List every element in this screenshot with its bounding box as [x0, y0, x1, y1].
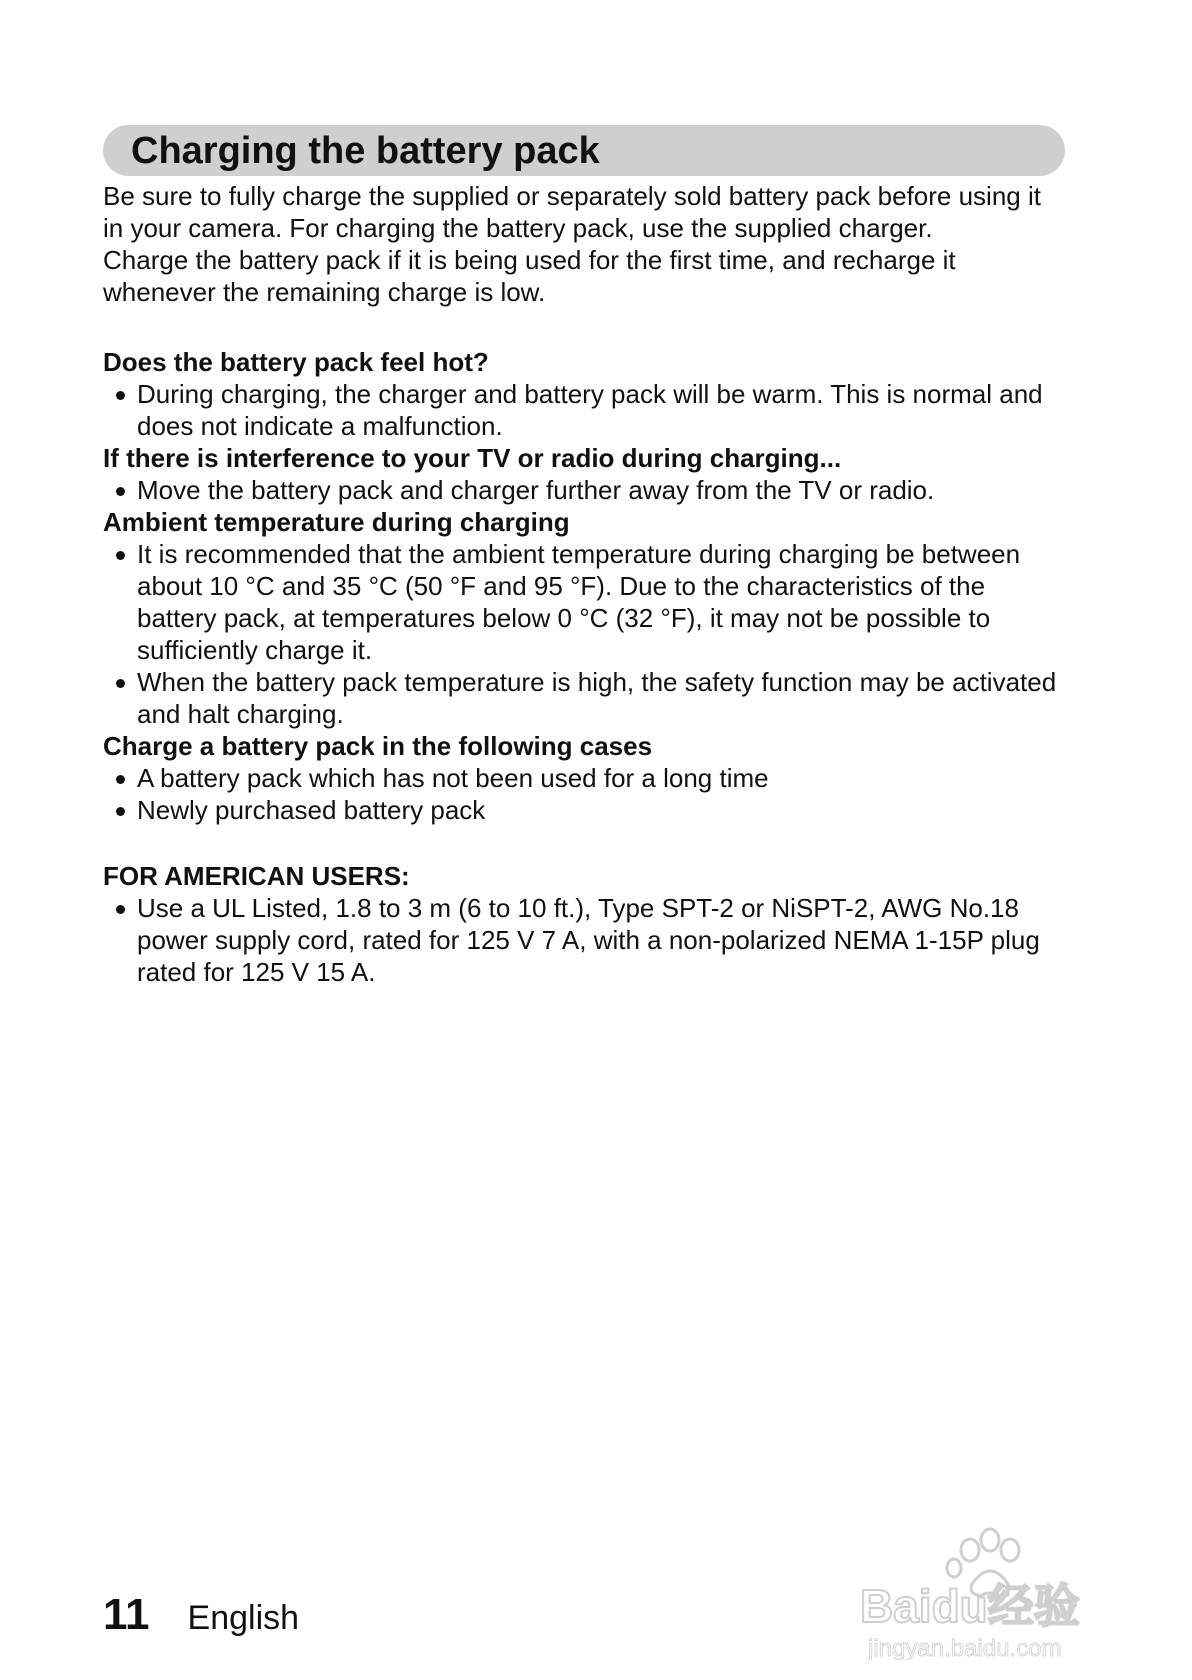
spacer — [103, 826, 1065, 860]
list-item: A battery pack which has not been used for a long time — [103, 762, 1065, 794]
language-label: English — [187, 1599, 300, 1637]
section-list-interference — [103, 474, 1065, 506]
section-heading-temperature: Ambient temperature during charging — [103, 507, 570, 537]
section-title-bar — [103, 125, 1065, 176]
list-item: Newly purchased battery pack — [103, 794, 1065, 826]
list-item: During charging, the charger and battery pack will be warm. This is normal and does not indicate a malfunction. — [103, 378, 1065, 442]
list-item: Use a UL Listed, 1.8 to 3 m (6 to 10 ft.), Type SPT-2 or NiSPT-2, AWG No.18 power supply cord, rated for 125 V 7 A, with a non-polarized NEMA 1-15P plug rated for 125 V 15 A. — [103, 892, 1065, 988]
american-users-heading: FOR AMERICAN USERS: — [103, 861, 410, 891]
intro-paragraph-2: Charge the battery pack if it is being used for the first time, and recharge it whenever the remaining charge is low. — [103, 245, 956, 307]
list-item: When the battery pack temperature is high, the safety function may be activated and halt charging. — [103, 666, 1065, 730]
watermark-url: jingyan.baidu.com — [868, 1635, 1062, 1660]
section-list-temperature — [103, 538, 1065, 730]
intro-paragraph-1: Be sure to fully charge the supplied or separately sold battery pack before using it in your camera. For charging the battery pack, use the supplied charger. — [103, 181, 1041, 243]
section-list-hot — [103, 378, 1065, 442]
page-footer — [103, 1590, 299, 1640]
manual-content — [103, 180, 1065, 988]
section-heading-cases: Charge a battery pack in the following cases — [103, 731, 653, 761]
list-item: It is recommended that the ambient temperature during charging be between about 10 °C and 35 °C (50 °F and 95 °F). Due to the characteristics of the battery pack, at temperatures below 0 °C (32 °F), it may not be possible to sufficiently charge it. — [103, 538, 1065, 666]
page-title: Charging the battery pack — [131, 129, 600, 172]
paw-logo-icon — [850, 1510, 1130, 1660]
list-item: Move the battery pack and charger further away from the TV or radio. — [103, 474, 1065, 506]
baidu-watermark — [850, 1510, 1130, 1660]
american-users-list — [103, 892, 1065, 988]
watermark-brand: Baidu经验 — [860, 1580, 1080, 1632]
section-list-cases — [103, 762, 1065, 826]
section-heading-hot: Does the battery pack feel hot? — [103, 347, 489, 377]
page-number: 11 — [103, 1590, 150, 1639]
section-heading-interference: If there is interference to your TV or radio during charging... — [103, 443, 842, 473]
